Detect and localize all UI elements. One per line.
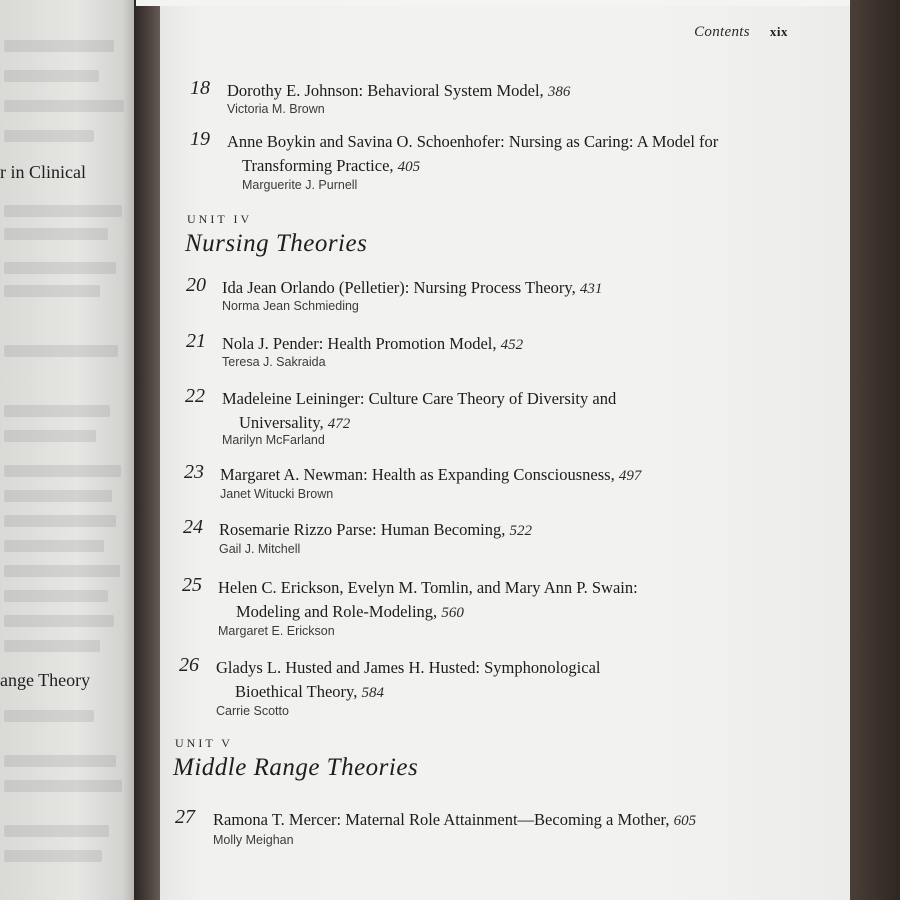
chapter-page: 431 (579, 281, 603, 297)
chapter-title-text: Bioethical Theory, (235, 682, 358, 701)
chapter-title-text: Nola J. Pender: Health Promotion Model, (222, 334, 497, 353)
chapter-author: Marilyn McFarland (222, 433, 325, 447)
left-page-bleed-text: r in Clinical (0, 162, 86, 182)
left-page (0, 0, 140, 900)
left-page-show-through (0, 0, 140, 900)
unit-label: UNIT V (175, 736, 233, 750)
contents-page (160, 6, 850, 900)
chapter-title (222, 387, 782, 436)
chapter-title (216, 656, 776, 705)
chapter-title-line: Madeleine Leininger: Culture Care Theory of Diversity and (222, 389, 617, 408)
page-number: xix (769, 24, 788, 39)
chapter-title-text: Dorothy E. Johnson: Behavioral System Model, (227, 81, 544, 100)
chapter-author: Janet Witucki Brown (220, 487, 334, 501)
unit-label: UNIT IV (187, 212, 253, 226)
unit-title: Middle Range Theories (173, 754, 419, 781)
chapter-title-text: Margaret A. Newman: Health as Expanding Consciousness, (220, 465, 615, 484)
chapter-author: Teresa J. Sakraida (222, 355, 326, 369)
chapter-title (227, 79, 707, 104)
chapter-number: 24 (183, 516, 203, 538)
chapter-number: 26 (179, 654, 199, 676)
chapter-title-line (227, 154, 787, 179)
running-head-title: Contents (694, 24, 750, 40)
chapter-page: 452 (500, 337, 524, 353)
chapter-title-text: Transforming Practice, (242, 156, 394, 175)
chapter-page: 405 (397, 159, 421, 175)
chapter-author: Carrie Scotto (216, 704, 289, 718)
chapter-page: 584 (361, 685, 384, 701)
chapter-number: 23 (184, 461, 204, 483)
chapter-number: 25 (182, 574, 202, 596)
chapter-number: 19 (190, 128, 210, 150)
chapter-title (219, 518, 779, 543)
chapter-page: 522 (509, 523, 533, 539)
chapter-title-text: Rosemarie Rizzo Parse: Human Becoming, (219, 520, 506, 539)
chapter-title-line: Helen C. Erickson, Evelyn M. Tomlin, and Mary Ann P. Swain: (218, 578, 638, 597)
chapter-number: 27 (175, 806, 195, 828)
chapter-title-text: Ramona T. Mercer: Maternal Role Attainment—Becoming a Mother, (213, 810, 670, 829)
chapter-title-line (218, 600, 798, 625)
chapter-number: 20 (186, 274, 206, 296)
chapter-title (220, 463, 780, 488)
chapter-title-text: Universality, (239, 413, 324, 432)
chapter-title-text: Modeling and Role-Modeling, (236, 602, 438, 621)
background-surface (850, 0, 900, 900)
chapter-page: 605 (673, 813, 697, 829)
chapter-title-line: Anne Boykin and Savina O. Schoenhofer: Nursing as Caring: A Model for (227, 132, 719, 151)
chapter-title-line (216, 680, 776, 705)
chapter-title-line: Gladys L. Husted and James H. Husted: Symphonological (216, 658, 601, 677)
chapter-page: 560 (441, 605, 464, 621)
chapter-title (227, 130, 787, 179)
chapter-author: Victoria M. Brown (227, 102, 325, 116)
left-page-bleed-text: ange Theory (0, 670, 91, 690)
chapter-author: Norma Jean Schmieding (222, 299, 359, 313)
chapter-number: 21 (186, 330, 206, 352)
chapter-page: 472 (327, 416, 351, 432)
chapter-title (213, 808, 833, 833)
chapter-author: Gail J. Mitchell (219, 542, 301, 556)
chapter-author: Molly Meighan (213, 833, 294, 847)
chapter-title (222, 276, 782, 301)
chapter-title (222, 332, 782, 357)
chapter-page: 497 (618, 468, 642, 484)
unit-title: Nursing Theories (185, 230, 368, 257)
chapter-author: Marguerite J. Purnell (242, 178, 358, 192)
chapter-page: 386 (547, 84, 571, 100)
table-of-contents (160, 6, 850, 900)
chapter-author: Margaret E. Erickson (218, 624, 335, 638)
chapter-number: 22 (185, 385, 205, 407)
chapter-title-text: Ida Jean Orlando (Pelletier): Nursing Process Theory, (222, 278, 576, 297)
chapter-title (218, 576, 798, 625)
chapter-number: 18 (190, 77, 210, 99)
